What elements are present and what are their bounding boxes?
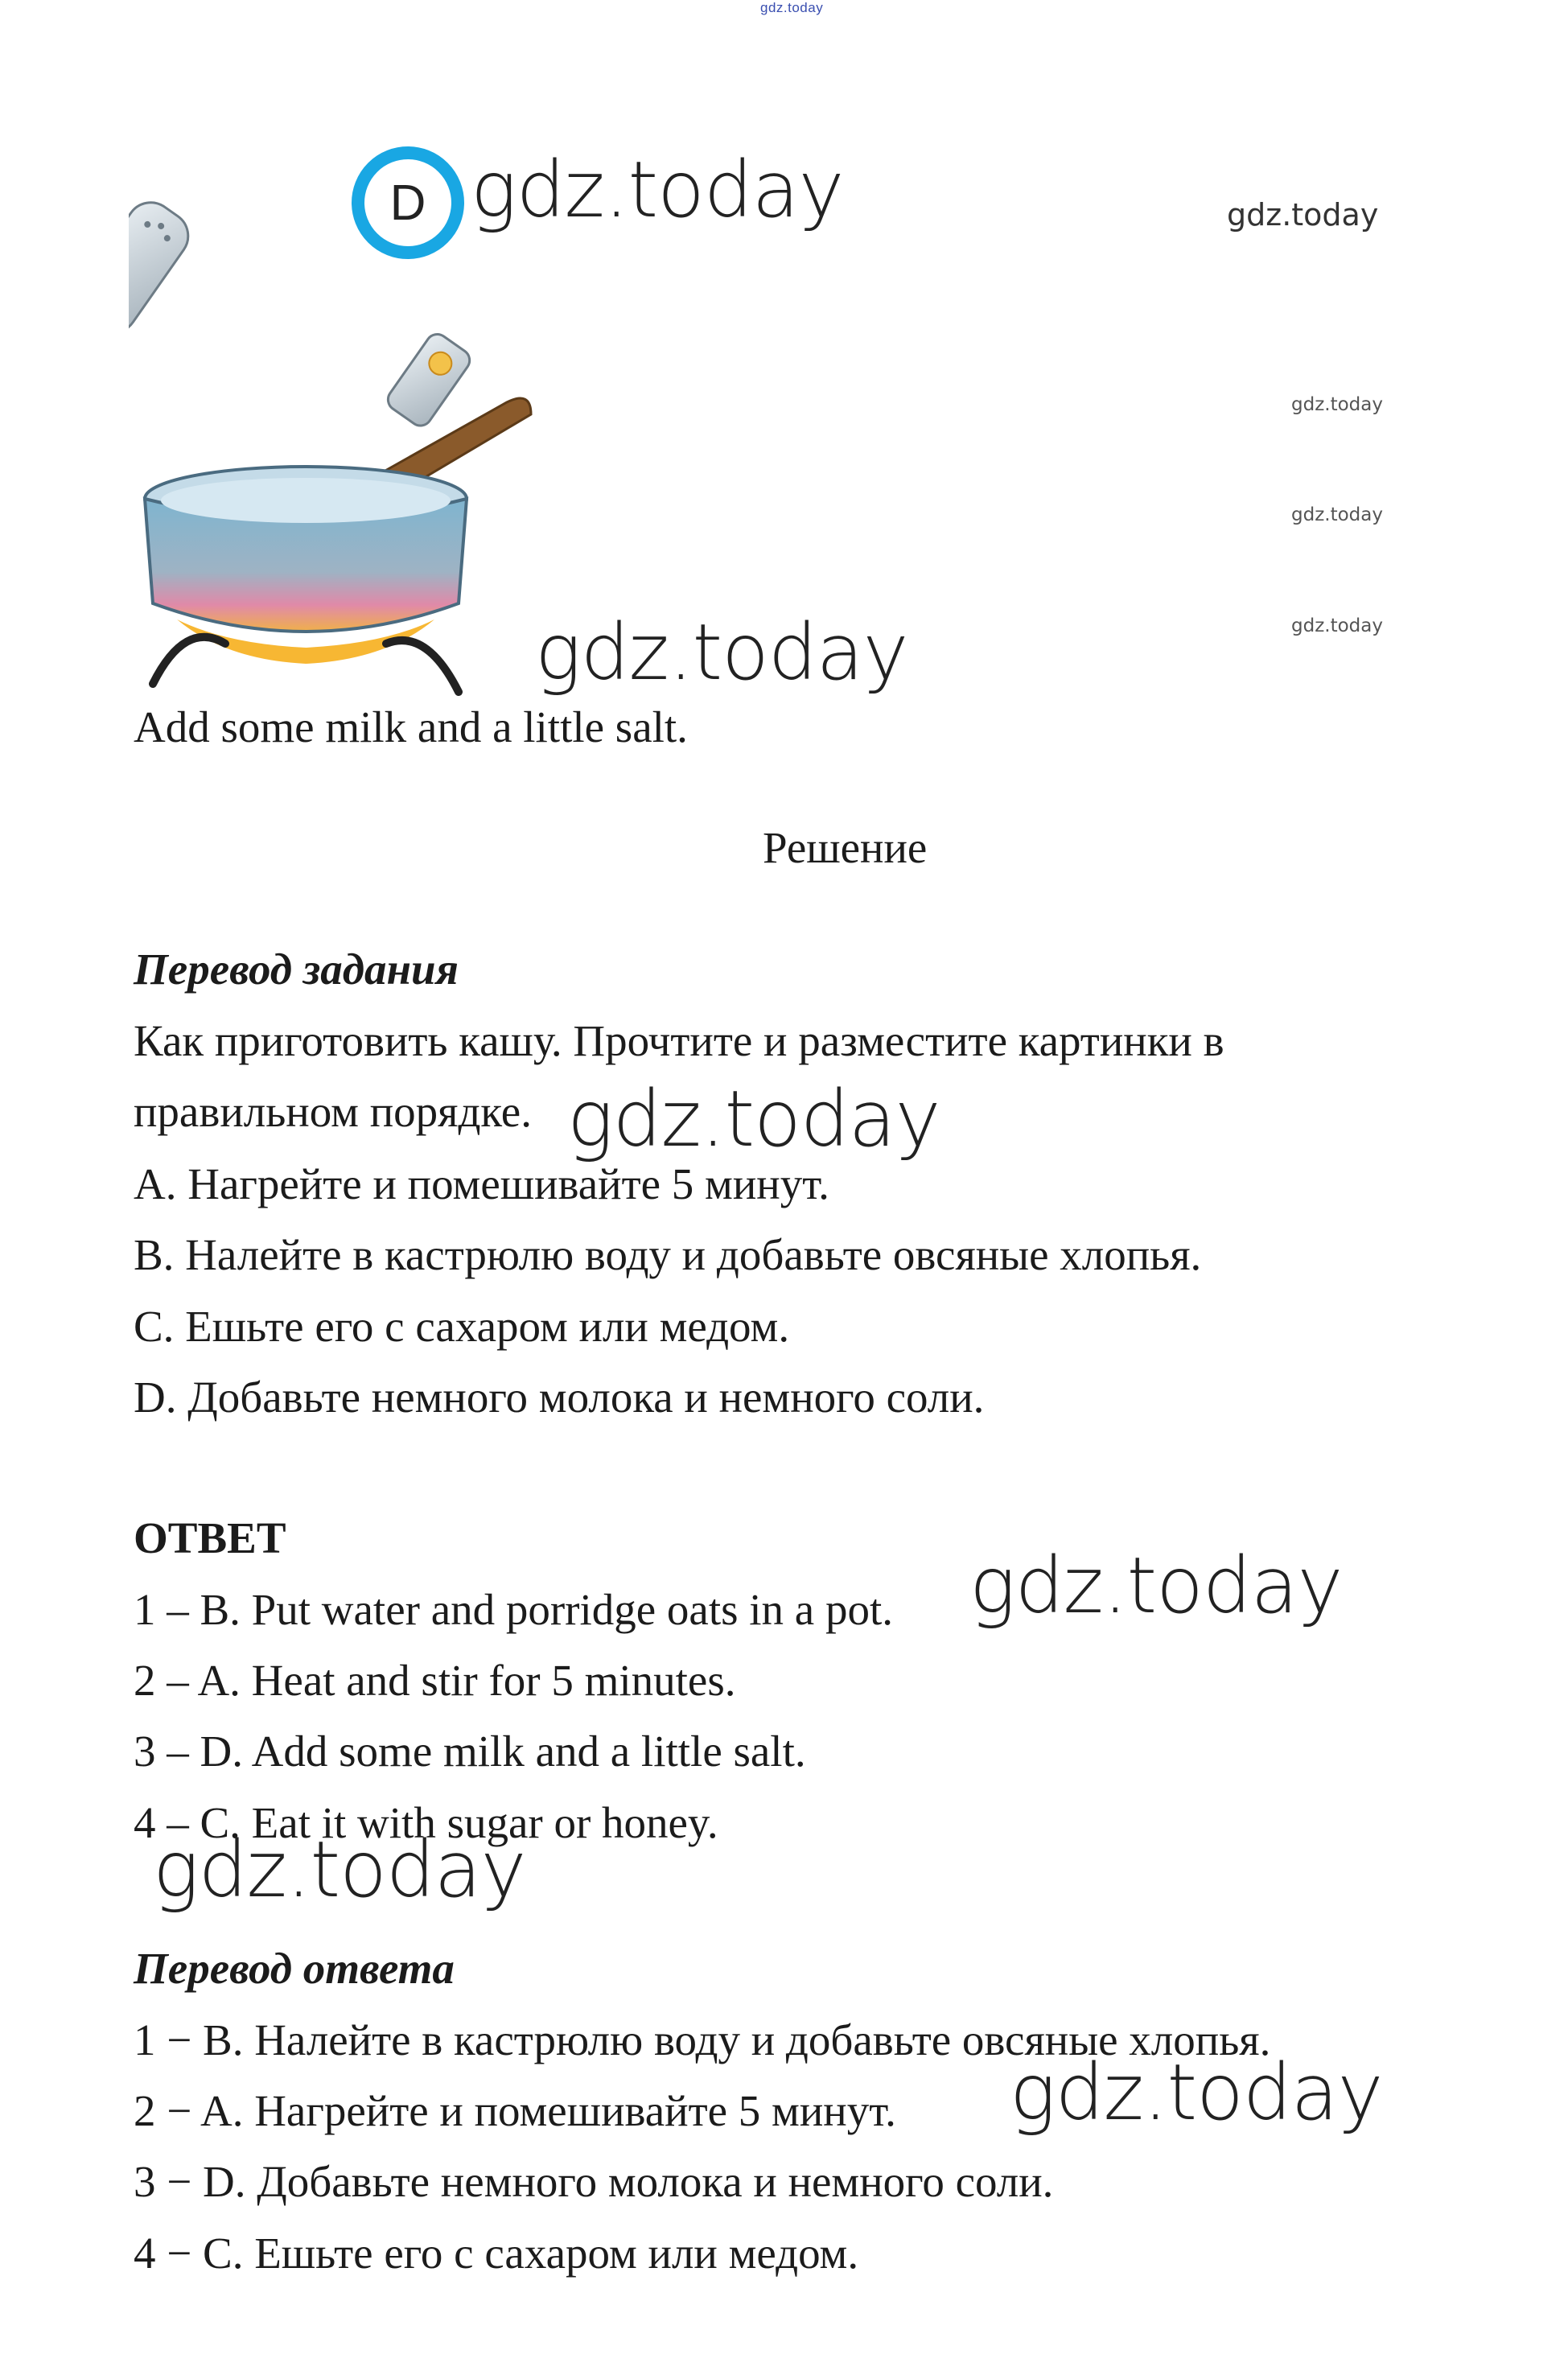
task-translation-item: B. Налейте в кастрюлю воду и добавьте овсяные хлопья. <box>134 1230 1202 1279</box>
answer-item: 4 – C. Eat it with sugar or honey. <box>134 1798 718 1847</box>
section-heading: ОТВЕТ <box>134 1513 286 1562</box>
watermark-text: gdz.today <box>1291 615 1383 636</box>
answer-item: 3 – D. Add some milk and a little salt. <box>134 1727 806 1776</box>
watermark-text: gdz.today <box>471 145 844 235</box>
answer-item: 2 – A. Heat and stir for 5 minutes. <box>134 1656 736 1705</box>
watermark-text: gdz.today <box>969 1541 1343 1631</box>
section-heading: Перевод ответа <box>134 1944 455 1993</box>
task-translation-line: Как приготовить кашу. Прочтите и разместите картинки в <box>134 1016 1224 1065</box>
task-line: Add some milk and a little salt. <box>134 702 688 751</box>
section-heading: Перевод задания <box>134 945 459 994</box>
watermark-text: gdz.today <box>1291 504 1383 525</box>
watermark-text: gdz.today <box>1227 197 1379 233</box>
answer-translation-item: 4 − C. Ешьте его с сахаром или медом. <box>134 2229 859 2278</box>
task-translation-line: правильном порядке. <box>134 1087 532 1136</box>
watermark-text: gdz.today <box>1010 2048 1383 2138</box>
watermark-text: gdz.today <box>1291 394 1383 415</box>
task-translation-item: A. Нагрейте и помешивайте 5 минут. <box>134 1159 829 1208</box>
task-translation-item: D. Добавьте немного молока и немного соли. <box>134 1373 985 1422</box>
answer-translation-item: 2 − A. Нагрейте и помешивайте 5 минут. <box>134 2086 896 2135</box>
pepper-shaker-icon <box>384 330 474 430</box>
watermark-text: gdz.today <box>535 607 908 698</box>
answer-translation-item: 3 − D. Добавьте немного молока и немного соли. <box>134 2157 1054 2206</box>
solution-title: Решение <box>763 823 928 872</box>
logo-badge: D <box>352 146 464 259</box>
answer-item: 1 – B. Put water and porridge oats in a pot. <box>134 1585 893 1634</box>
watermark-text: gdz.today <box>567 1074 940 1164</box>
salt-shaker-icon <box>129 193 198 365</box>
watermark-text: gdz.today <box>153 1825 526 1915</box>
top-watermark: gdz.today <box>760 0 824 15</box>
answer-translation-item: 1 − B. Налейте в кастрюлю воду и добавьте овсяные хлопья. <box>134 2015 1271 2064</box>
task-translation-item: C. Ешьте его с сахаром или медом. <box>134 1302 790 1351</box>
